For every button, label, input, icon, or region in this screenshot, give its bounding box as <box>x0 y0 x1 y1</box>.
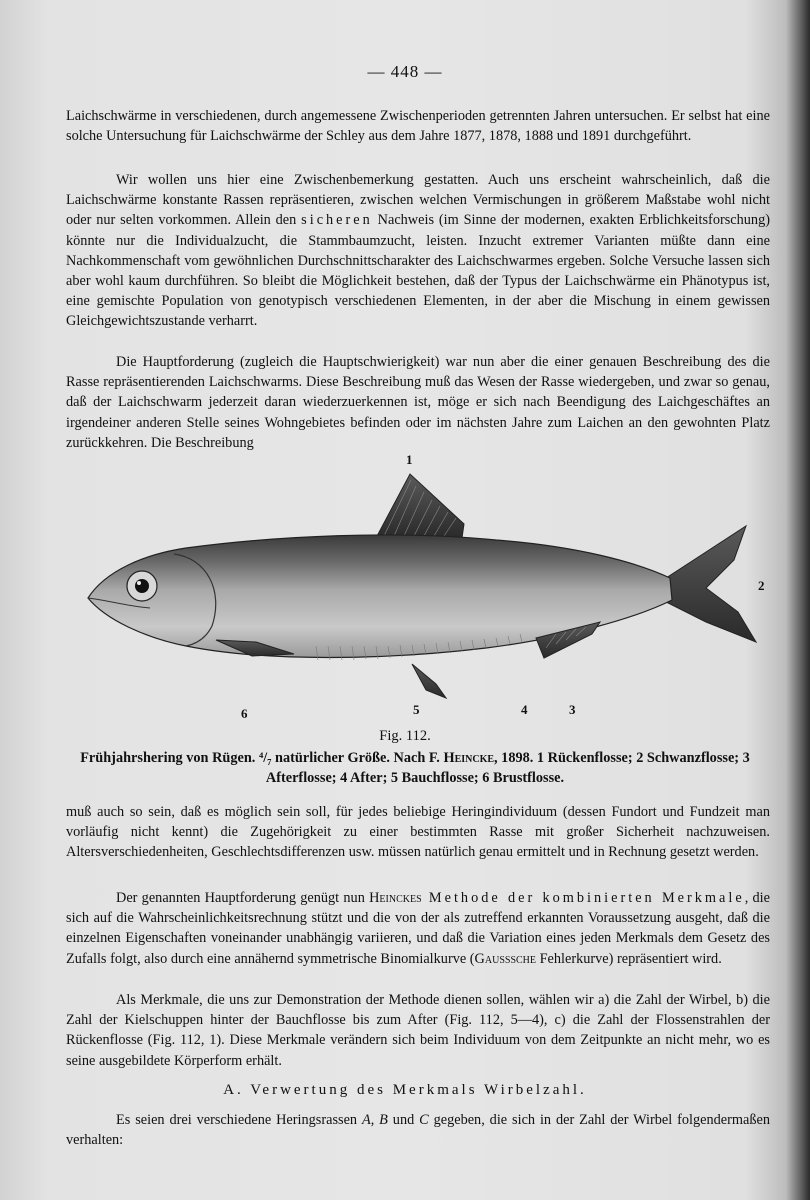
paragraph-5-part-3: Fehlerkurve) repräsentiert wird. <box>536 950 722 967</box>
herring-illustration <box>66 450 776 730</box>
emphasis-method: Methode der kombinierten Merkmale <box>421 890 745 906</box>
paragraph-2-part-2: Nachweis (im Sinne der modernen, exakten Erblichkeitsforschung) könnte nur die Individualzucht, die Stammbaumzucht, leisten. Inzucht extremer Varianten müßte dann eine Nachkommenschaft vom gewöhnlichen Durchschnittscharakter des Laichschwarmes ergeben. Solche Versuche lassen sich aber wohl kaum durchführen. So bleibt die Möglichkeit bestehen, daß der Typus der Laichschwärme ein Phänotypus ist, eine gemischte Population von genotypisch verschiedenen Elementen, in der aber die Mischung in einem gewissen Gleichgewichtszustande verharrt. <box>66 212 770 330</box>
page-number: — 448 — <box>367 62 443 81</box>
caudal-fin <box>666 526 756 642</box>
paragraph-2 <box>66 170 770 332</box>
pelvic-fin <box>412 664 446 698</box>
paragraph-4-text: muß auch so sein, daß es möglich sein soll, für jedes beliebige Heringindividuum (dessen Fundort und Fundzeit man vorläufig nicht kennt) die Zugehörigkeit zu einer bestimmten Rasse mit großer Sicherheit nachzuweisen. Altersverschiedenheiten, Geschlechtsdifferenzen usw. müssen natürlich genau ermittelt und in Rechnung gesetzt werden. <box>66 804 770 861</box>
paragraph-5-part-2: , die sich auf die Wahrscheinlichkeitsrechnung stützt und die von der als zutreffend erkannten Voraussetzung ausgeht, daß die einzelnen Eigenschaften voneinander unabhängig variieren, und daß die Variation eines jeden Merkmals dem Gesetz des Zufalls folgt, also durch eine annähernd symmetrische Binomialkurve ( <box>66 890 770 967</box>
paragraph-3-text: Die Hauptforderung (zugleich die Hauptschwierigkeit) war nun aber die einer genauen Beschreibung des die Rasse repräsentierenden Laichschwarms. Diese Beschreibung muß das Wesen der Rasse wiedergeben, und zwar so genau, daß der Laichschwarm jederzeit daran wiederzuerkennen ist, möge er sich nach Beendigung des Laichgeschäftes an irgendeiner anderen Stelle seines Wohngebietes befinden oder im nächsten Jahre zum Laichen an den gewohnten Platz zurückkehren. Die Beschreibung <box>66 354 770 451</box>
paragraph-1 <box>66 106 770 146</box>
fish-body <box>88 535 672 658</box>
caption-part-2: natürlicher Größe. Nach F. <box>271 750 444 766</box>
figure-herring <box>66 450 776 730</box>
paragraph-7-part-2: gegeben, die sich in der Zahl der Wirbel folgendermaßen verhalten: <box>66 1112 770 1149</box>
caption-fraction: ⁴/₇ <box>258 750 272 766</box>
figure-label-2: 2 <box>758 578 765 593</box>
paragraph-3 <box>66 352 770 453</box>
race-a: A <box>361 1112 371 1128</box>
figure-caption <box>60 748 770 788</box>
paragraph-7-sep-2: und <box>387 1112 420 1128</box>
caption-part-3: , 1898. 1 Rückenflosse; 2 Schwanzflosse; 3 Afterflosse; 4 After; 5 Bauchflosse; 6 Brustflosse. <box>265 750 750 786</box>
paragraph-5-part-1: Der genannten Hauptforderung genügt nun <box>116 890 370 906</box>
paragraph-7 <box>66 1110 770 1150</box>
figure-label-4: 4 <box>521 702 528 717</box>
paragraph-7-sep-1: , <box>370 1112 380 1128</box>
caption-author: Heincke <box>443 750 495 766</box>
figure-label-3: 3 <box>569 702 576 717</box>
figure-title: Fig. 112. <box>379 728 431 744</box>
caption-part-1: Frühjahrshering von Rügen. <box>80 750 259 766</box>
race-c: C <box>419 1112 429 1128</box>
paragraph-5 <box>66 888 770 969</box>
paragraph-2-text <box>66 170 770 332</box>
race-b: B <box>379 1112 388 1128</box>
paragraph-7-text <box>66 1110 770 1150</box>
name-gausssche: Gausssche <box>474 950 536 967</box>
dorsal-fin <box>376 474 464 538</box>
paragraph-1-text: Laichschwärme in verschiedenen, durch angemessene Zwischenperioden getrennten Jahren untersuchen. Er selbst hat eine solche Untersuchung für Laichschwärme der Schley aus dem Jahre 1877, 1878, 1888 und 1891 durchgeführt. <box>66 108 770 145</box>
figure-label-5: 5 <box>413 702 420 717</box>
name-heinckes: Heinckes <box>369 890 422 906</box>
section-heading: A. Verwertung des Merkmals Wirbelzahl. <box>223 1082 587 1098</box>
paragraph-5-text <box>66 888 770 969</box>
figure-label-1: 1 <box>406 452 413 467</box>
paragraph-4 <box>66 802 770 863</box>
paragraph-7-part-1: Es seien drei verschiedene Heringsrassen <box>116 1112 362 1128</box>
paragraph-6-text: Als Merkmale, die uns zur Demonstration der Methode dienen sollen, wählen wir a) die Zahl der Wirbel, b) die Zahl der Kielschuppen hinter der Bauchflosse bis zum After (Fig. 112, 5—4), c) die Zahl der Flossenstrahlen der Rückenflosse (Fig. 112, 1). Diese Merkmale verändern sich beim Individuum von dem Zeitpunkte an nicht mehr, wo es seine ausgebildete Körperform erhält. <box>66 992 770 1069</box>
figure-label-6: 6 <box>241 706 248 721</box>
paragraph-6 <box>66 990 770 1071</box>
emphasis-sicheren: sicheren <box>301 212 373 229</box>
paragraph-2-part-1: Wir wollen uns hier eine Zwischenbemerkung gestatten. Auch uns erscheint wahrscheinlich, daß die Laichschwärme konstante Rassen repräsentieren, zwischen welchen Vermischungen in größerem Maßstabe wohl nicht oder nur selten vorkommen. Allein den <box>66 172 770 229</box>
